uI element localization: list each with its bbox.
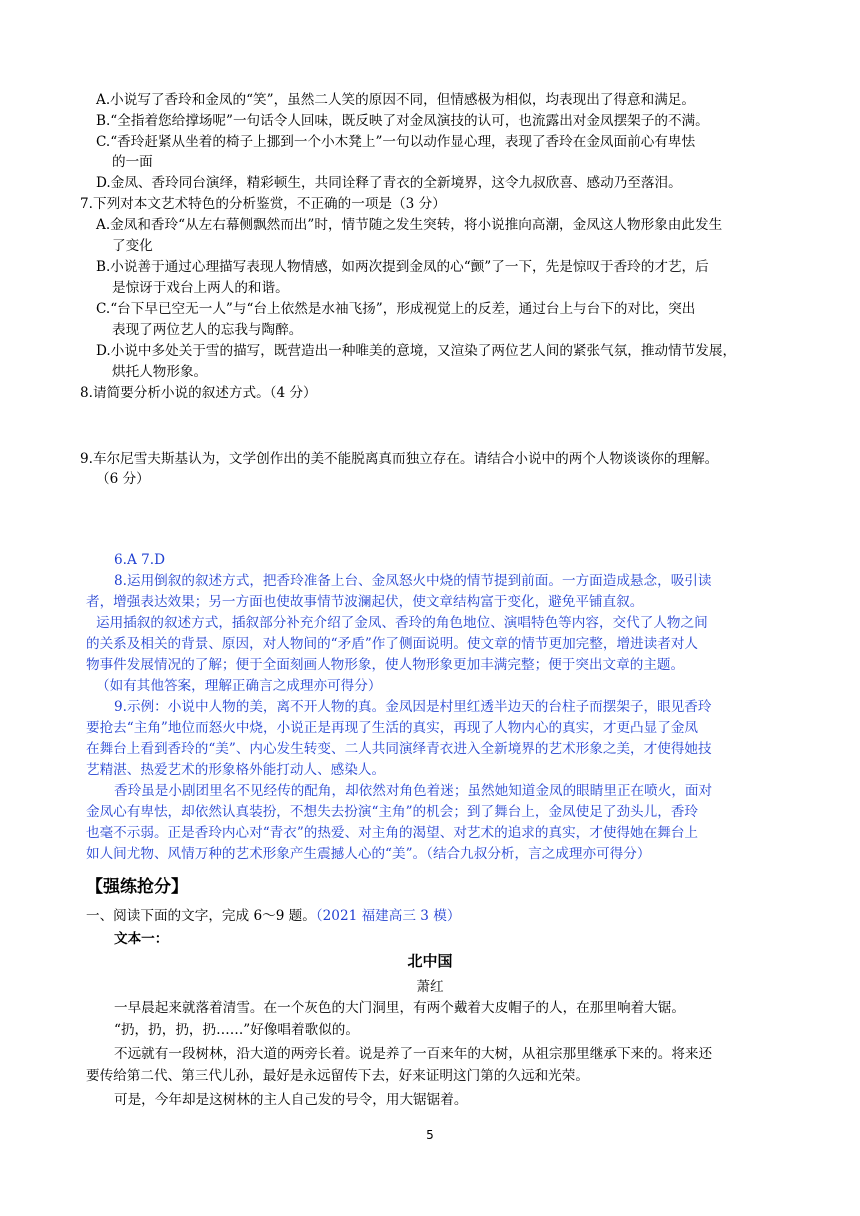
story-title: 北中国: [407, 952, 453, 970]
answer-9-line4: 艺精湛、热爱艺术的形象格外能打动人、感染人。: [86, 762, 386, 778]
answer-8-line1: 8.运用倒叙的叙述方式，把香玲准备上台、金凤怒火中烧的情节提到前面。一方面造成悬念，吸引读: [114, 573, 712, 589]
answer-6-7: 6.A 7.D: [114, 552, 165, 568]
text-label: 文本一：: [114, 931, 169, 947]
q7-option-c-cont: 表现了两位艺人的忘我与陶醉。: [112, 322, 303, 338]
answer-9-line8: 如人间尤物、风情万种的艺术形象产生震撼人心的“美”。（结合九叔分析，言之成理亦可得分）: [86, 846, 651, 862]
q7-option-a-cont: 了变化: [112, 238, 153, 254]
answer-8-line6: （如有其他答案，理解正确言之成理亦可得分）: [96, 678, 382, 694]
q7-option-b: B.小说善于通过心理描写表现人物情感，如两次提到金凤的心“颤”了一下，先是惊叹于香玲的才艺，后: [96, 259, 709, 275]
q7-option-a: A.金凤和香玲“从左右幕侧飘然而出”时，情节随之发生突转，将小说推向高潮，金凤这人物形象由此发生: [96, 217, 723, 233]
q9-stem-score: （6 分）: [96, 471, 150, 487]
q6-option-c: C.“香玲赶紧从坐着的椅子上挪到一个小木凳上”一句以动作显心理，表现了香玲在金凤面前心有卑怯: [96, 134, 696, 150]
story-author: 萧红: [416, 979, 444, 995]
story-paragraph-2: “扔，扔，扔，扔……”好像唱着歌似的。: [114, 1022, 359, 1038]
answer-8-line3: 运用插叙的叙述方式，插叙部分补充介绍了金凤、香玲的角色地位、演唱特色等内容，交代了人物之间: [96, 615, 708, 631]
page-number: 5: [426, 1128, 434, 1142]
answer-8-line2: 者，增强表达效果；另一方面也使故事情节波澜起伏，使文章结构富于变化，避免平铺直叙。: [86, 594, 644, 610]
q6-option-c-cont: 的一面: [112, 154, 153, 170]
answer-9-line7: 也毫不示弱。正是香玲内心对“青衣”的热爱、对主角的渴望、对艺术的追求的真实，才使得她在舞台上: [86, 825, 699, 841]
answer-9-line2: 要抢去“主角”地位而怒火中烧，小说正是再现了生活的真实，再现了人物内心的真实，才更凸显了金凤: [86, 720, 699, 736]
story-paragraph-3: 不远就有一段树林，沿大道的两旁长着。说是养了一百来年的大树，从祖宗那里继承下来的。将来还: [114, 1046, 713, 1062]
answer-8-line4: 的关系及相关的背景、原因，对人物间的“矛盾”作了侧面说明。使文章的情节更加完整，增进读者对人: [86, 636, 699, 652]
reading-source: （2021 福建高三 3 模）: [315, 908, 461, 924]
q8-stem: 8.请简要分析小说的叙述方式。（4 分）: [80, 385, 317, 401]
q6-option-a: A.小说写了香玲和金凤的“笑”，虽然二人笑的原因不同，但情感极为相似，均表现出了得意和满足。: [96, 92, 695, 108]
answer-9-line6: 金凤心有卑怯，却依然认真装扮，不想失去扮演“主角”的机会；到了舞台上，金凤使足了劲头儿，香玲: [86, 804, 699, 820]
q7-stem: 7.下列对本文艺术特色的分析鉴赏，不正确的一项是（3 分）: [80, 196, 446, 212]
answer-9-line5: 香玲虽是小剧团里名不见经传的配角，却依然对角色着迷；虽然她知道金凤的眼睛里正在喷火，面对: [114, 783, 713, 799]
q9-stem: 9.车尔尼雪夫斯基认为，文学创作出的美不能脱离真而独立存在。请结合小说中的两个人物谈谈你的理解。: [80, 451, 719, 467]
q6-option-b: B.“全指着您给撑场呢”一句话令人回味，既反映了对金凤演技的认可，也流露出对金凤摆架子的不满。: [96, 113, 709, 129]
q7-option-d-cont: 烘托人物形象。: [112, 364, 208, 380]
story-paragraph-3-cont: 要传给第二代、第三代儿孙，最好是永远留传下去，好来证明这门第的久远和光荣。: [86, 1068, 589, 1084]
answer-9-line1: 9.示例：小说中人物的美，离不开人物的真。金凤因是村里红透半边天的台柱子而摆架子，眼见香玲: [114, 699, 712, 715]
section-heading: 【强练抢分】: [86, 877, 188, 897]
q6-option-d: D.金凤、香玲同台演绎，精彩顿生，共同诠释了青衣的全新境界，这令九叔欣喜、感动乃至落泪。: [96, 175, 682, 191]
q7-option-b-cont: 是惊讶于戏台上两人的和谐。: [112, 280, 289, 296]
q7-option-c: C.“台下早已空无一人”与“台上依然是水袖飞扬”，形成视觉上的反差，通过台上与台下的对比，突出: [96, 301, 696, 317]
reading-intro-text: 一、阅读下面的文字，完成 6～9 题。: [86, 908, 316, 924]
story-paragraph-4: 可是，今年却是这树林的主人自己发的号令，用大锯锯着。: [114, 1092, 468, 1108]
answer-9-line3: 在舞台上看到香玲的“美”、内心发生转变、二人共同演绎青衣进入全新境界的艺术形象之美，才使得她技: [86, 741, 712, 757]
story-paragraph-1: 一早晨起来就落着清雪。在一个灰色的大门洞里，有两个戴着大皮帽子的人，在那里响着大锯。: [114, 1000, 685, 1016]
reading-intro: [86, 906, 460, 926]
answer-8-line5: 物事件发展情况的了解；便于全面刻画人物形象，使人物形象更加丰满完整；便于突出文章的主题。: [86, 657, 685, 673]
q7-option-d: D.小说中多处关于雪的描写，既营造出一种唯美的意境，又渲染了两位艺人间的紧张气氛，推动情节发展，: [96, 343, 737, 359]
